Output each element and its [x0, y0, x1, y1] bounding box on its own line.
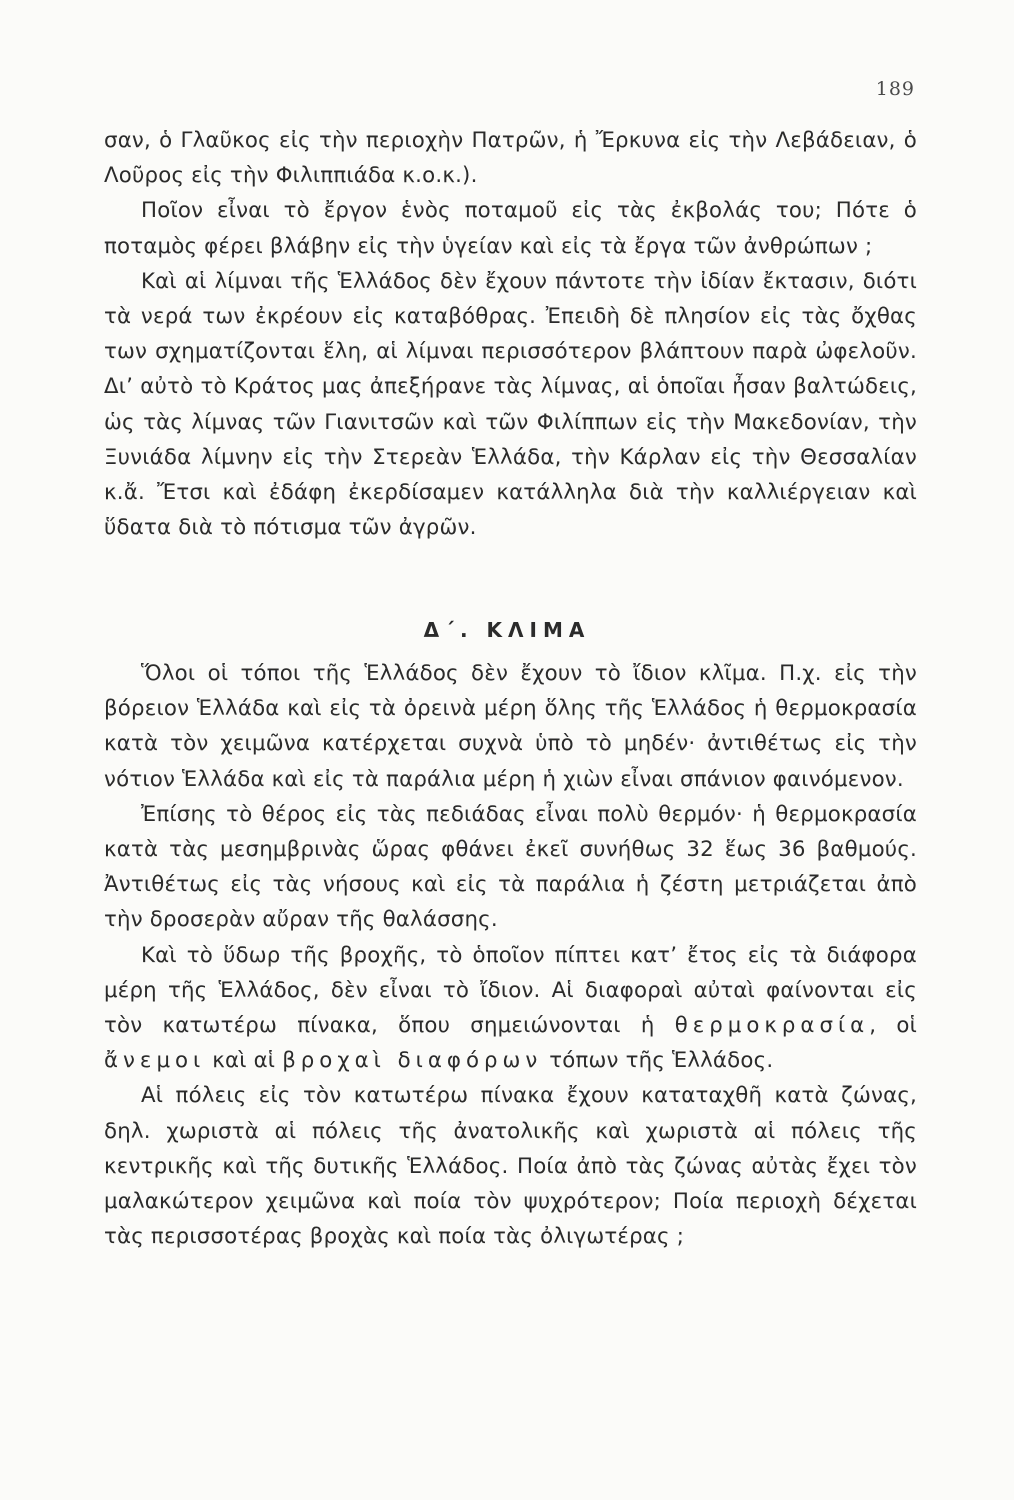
paragraph	[104, 938, 917, 1079]
paragraph: Ὅλοι οἱ τόποι τῆς Ἑλλάδος δὲν ἔχουν τὸ ἴδιον κλῖμα. Π.χ. εἰς τὴν βόρειον Ἑλλάδα καὶ εἰς τὰ ὀρεινὰ μέρη ὅλης τῆς Ἑλλάδος ἡ θερμοκρασία κατὰ τὸν χειμῶνα κατέρχεται συχνὰ ὑπὸ τὸ μηδέν· ἀντιθέτως εἰς τὴν νότιον Ἑλλάδα καὶ εἰς τὰ παράλια μέρη ἡ χιὼν εἶναι σπάνιον φαινόμενον.	[104, 661, 917, 792]
paragraph-text: , οἱ	[869, 1013, 917, 1039]
paragraph: σαν, ὁ Γλαῦκος εἰς τὴν περιοχὴν Πατρῶν, ἡ Ἔρκυνα εἰς τὴν Λεβάδειαν, ὁ Λοῦρος εἰς τὴν Φιλιππιάδα κ.ο.κ.).	[104, 128, 917, 189]
spaced-emphasis: βροχαὶ διαφόρων	[282, 1048, 543, 1074]
text-block-rivers-lakes	[104, 123, 917, 545]
text-block-climate	[104, 656, 917, 1254]
paragraph-text: τόπων τῆς Ἑλλάδος.	[542, 1048, 774, 1074]
spaced-emphasis: θερμοκρασία	[674, 1013, 870, 1039]
section-heading: Δ΄. ΚΛΙΜΑ	[423, 618, 591, 642]
spaced-emphasis: ἄνεμοι	[104, 1048, 206, 1074]
paragraph: Καὶ αἱ λίμναι τῆς Ἑλλάδος δὲν ἔχουν πάντοτε τὴν ἰδίαν ἔκτασιν, διότι τὰ νερά των ἐκρέουν εἰς καταβόθρας. Ἐπειδὴ δὲ πλησίον εἰς τὰς ὄχθας των σχηματίζονται ἕλη, αἱ λίμναι περισσότερον βλάπτουν παρὰ ὠφελοῦν. Δι’ αὐτὸ τὸ Κράτος μας ἀπεξήρανε τὰς λίμνας, αἱ ὁποῖαι ἦσαν βαλτώδεις, ὡς τὰς λίμνας τῶν Γιανιτσῶν καὶ τῶν Φιλίππων εἰς τὴν Μακεδονίαν, τὴν Ξυνιάδα λίμνην εἰς τὴν Στερεὰν Ἑλλάδα, τὴν Κάρλαν εἰς τὴν Θεσσαλίαν κ.ἄ. Ἔτσι καὶ ἐδάφη ἐκερδίσαμεν κατάλληλα διὰ τὴν καλλιέργειαν καὶ ὕδατα διὰ τὸ πότισμα τῶν ἀγρῶν.	[104, 268, 917, 541]
paragraph: Ποῖον εἶναι τὸ ἔργον ἑνὸς ποταμοῦ εἰς τὰς ἐκβολάς του; Πότε ὁ ποταμὸς φέρει βλάβην εἰς τὴν ὑγείαν καὶ εἰς τὰ ἔργα τῶν ἀνθρώπων ;	[104, 198, 917, 259]
paragraph: Ἐπίσης τὸ θέρος εἰς τὰς πεδιάδας εἶναι πολὺ θερμόν· ἡ θερμοκρασία κατὰ τὰς μεσημβρινὰς ὥρας φθάνει ἐκεῖ συνήθως 32 ἕως 36 βαθμούς. Ἀντιθέτως εἰς τὰς νήσους καὶ εἰς τὰ παράλια ἡ ζέστη μετριάζεται ἀπὸ τὴν δροσερὰν αὔραν τῆς θαλάσσης.	[104, 801, 917, 933]
paragraph: Αἱ πόλεις εἰς τὸν κατωτέρω πίνακα ἔχουν καταταχθῆ κατὰ ζώνας, δηλ. χωριστὰ αἱ πόλεις τῆς ἀνατολικῆς καὶ χωριστὰ αἱ πόλεις τῆς κεντρικῆς καὶ τῆς δυτικῆς Ἑλλάδος. Ποία ἀπὸ τὰς ζώνας αὐτὰς ἔχει τὸν μαλακώτερον χειμῶνα καὶ ποία τὸν ψυχρότερον; Ποία περιοχὴ δέχεται τὰς περισσοτέρας βροχὰς καὶ ποία τὰς ὀλιγωτέρας ;	[104, 1083, 917, 1250]
paragraph-text: καὶ αἱ	[205, 1048, 283, 1074]
page-number: 189	[875, 78, 915, 100]
paragraph-text: Καὶ τὸ ὕδωρ τῆς βροχῆς, τὸ ὁποῖον πίπτει κατ’ ἔτος εἰς τὰ διάφορα μέρη τῆς Ἑλλάδος, δὲν εἶναι τὸ ἴδιον. Αἱ διαφοραὶ αὐταὶ φαίνονται εἰς τὸν κατωτέρω πίνακα, ὅπου σημειώνονται ἡ	[104, 942, 917, 1039]
